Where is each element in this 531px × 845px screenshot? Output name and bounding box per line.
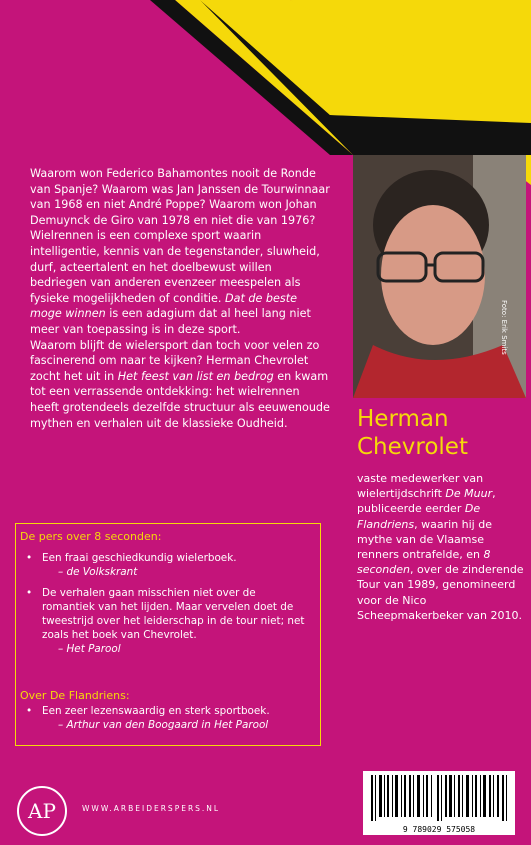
bullet: • <box>26 587 33 599</box>
quote-3: • Een zeer lezenswaardig en sterk sportboek. – Arthur van den Boogaard in Het Parool <box>26 705 270 731</box>
quote-2: • De verhalen gaan misschien niet over de romantiek van het lijden. Maar vervelen doet de tweestrijd over het leiderschap in de tour niet; net zoals het boek van Chevrolet. – Het Parool <box>26 587 305 655</box>
author-bio: vaste medewerker van wielertijdschrift De Muur, publiceerde eerder De Flandriens, waarin hij de mythe van de Vlaamse renners ontrafelde, en 8 seconden, over de zinderende Tour van 1989, genomineerd voor de Nico Scheepmakerbeker van 2010. <box>357 472 524 622</box>
publisher-logo <box>16 785 68 837</box>
blurb-paragraph-1: Waarom won Federico Bahamontes nooit de Ronde van Spanje? Waarom was Jan Janssen de Tourwinnaar van 1968 en niet André Poppe? Waarom won Johan Demuynck de Giro van 1978 en niet die van 1976? <box>30 167 330 227</box>
back-cover-blurb <box>30 166 330 431</box>
publisher-logo-text: AP <box>28 799 56 823</box>
press-quotes-box <box>15 523 321 746</box>
publisher-url: WWW.ARBEIDERSPERS.NL <box>82 804 221 813</box>
blurb-paragraph-3: Waarom blijft de wielersport dan toch voor velen zo fascinerend om naar te kijken? Herman Chevrolet zocht het uit in Het feest van list en bedrog en kwam tot een verrassende ontdekking: het wielrennen heeft grotendeels dezelfde structuur als eeuwenoude mythen en verhalen uit de klassieke Oudheid. <box>30 338 330 430</box>
isbn-number: 9 789029 575058 <box>402 825 476 834</box>
blurb-paragraph-2: Wielrennen is een complexe sport waarin intelligentie, kennis van de tegenstander, sluwheid, durf, acteertalent en het doelbewust willen bedriegen van anderen evenzeer meespelen als fysieke mogelijkheden of conditie. Dat de beste moge winnen is een adagium dat al heel lang niet meer van toepassing is in deze sport. <box>30 229 320 336</box>
isbn-barcode <box>363 771 515 835</box>
barcode-bars <box>371 775 507 821</box>
photo-credit: Foto: Erik Smits <box>500 300 508 355</box>
author-first-name: Herman <box>357 406 449 432</box>
author-photo <box>353 155 526 398</box>
bullet: • <box>26 705 33 717</box>
author-name <box>357 405 468 461</box>
author-last-name: Chevrolet <box>357 434 468 460</box>
quote-1: • Een fraai geschiedkundig wielerboek. – de Volkskrant <box>26 552 237 578</box>
press-heading-8-seconden: De pers over 8 seconden: <box>20 530 162 543</box>
bullet: • <box>26 552 33 564</box>
press-heading-de-flandriens: Over De Flandriens: <box>20 689 130 702</box>
